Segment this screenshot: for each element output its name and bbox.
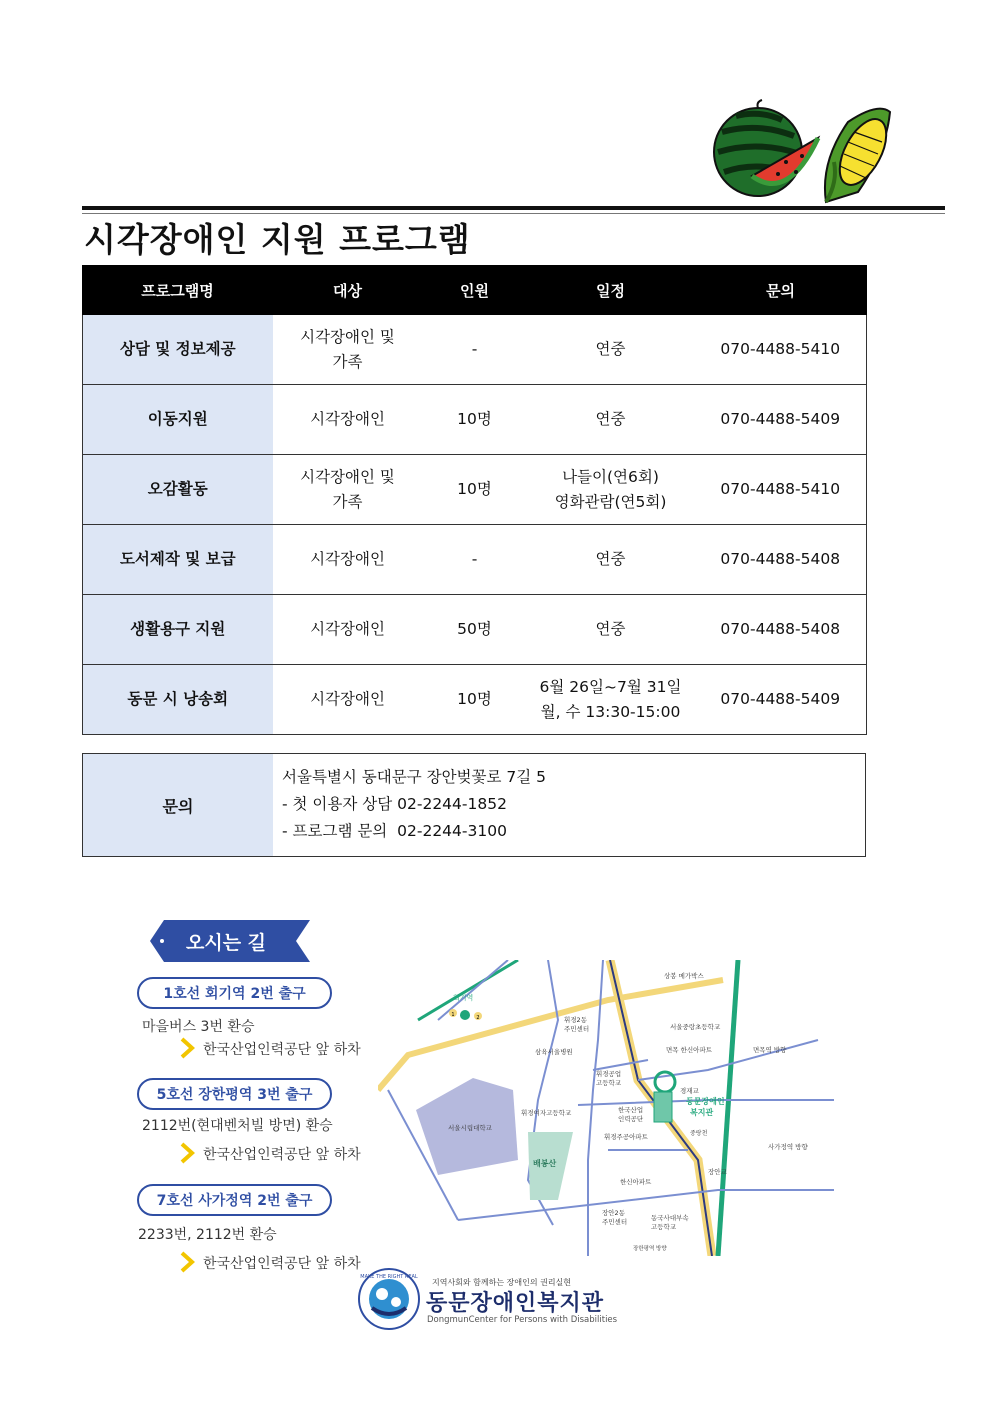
map-label-dongguk2: 고등학교 <box>651 1223 677 1231</box>
column-header: 일정 <box>527 266 695 315</box>
map-label-hrd: 한국산업 <box>618 1106 644 1114</box>
cell-name: 동문 시 낭송회 <box>83 665 273 735</box>
inquiry-body <box>273 754 546 856</box>
cell-target: 시각장애인 <box>273 525 423 595</box>
map-label-sangbong: 상봉 메가박스 <box>664 972 704 980</box>
map-label-university: 서울시립대학교 <box>448 1124 492 1132</box>
cell-schedule: 연중 <box>527 315 695 385</box>
cell-people: 50명 <box>423 595 527 665</box>
map-label-dongmun2: 복지관 <box>690 1108 714 1117</box>
cell-target: 시각장애인 <box>273 385 423 455</box>
table-row <box>83 595 867 665</box>
dongmun-logo-icon <box>358 1268 420 1330</box>
column-header: 문의 <box>695 266 867 315</box>
cell-contact: 070-4488-5408 <box>695 525 867 595</box>
cell-schedule: 연중 <box>527 525 695 595</box>
column-header: 대상 <box>273 266 423 315</box>
inquiry-address: 서울특별시 동대문구 장안벚꽃로 7길 5 <box>282 768 547 786</box>
cell-target: 시각장애인 <box>273 665 423 735</box>
map-label-dongmun: 동문장애인 <box>686 1097 725 1106</box>
cell-contact: 070-4488-5410 <box>695 315 867 385</box>
column-header: 인원 <box>423 266 527 315</box>
map-label-hospital: 삼육서울병원 <box>535 1048 573 1056</box>
chevron-right-icon <box>178 1251 196 1273</box>
table-row <box>83 385 867 455</box>
map-label-hanshin: 한신아파트 <box>620 1178 652 1186</box>
cell-name: 이동지원 <box>83 385 273 455</box>
inquiry-box <box>82 753 866 857</box>
chevron-right-icon <box>178 1142 196 1164</box>
map-label-jangan2b: 주민센터 <box>602 1218 628 1226</box>
cell-schedule: 6월 26일~7월 31일 월, 수 13:30-15:00 <box>527 665 695 735</box>
cell-name: 생활용구 지원 <box>83 595 273 665</box>
column-header: 프로그램명 <box>83 266 273 315</box>
table-row <box>83 315 867 385</box>
cell-name: 상담 및 정보제공 <box>83 315 273 385</box>
map-label-hrd2: 인력공단 <box>618 1115 644 1123</box>
map-label-dongguk: 동국사대부속 <box>651 1214 689 1222</box>
directions-heading: 오시는 길 <box>186 932 267 954</box>
route-transfer-1: 마을버스 3번 환승 <box>142 1019 255 1035</box>
map-label-hoegi: 회기역 <box>453 994 474 1002</box>
location-map <box>378 960 834 1256</box>
cell-target: 시각장애인 <box>273 595 423 665</box>
logo-ring-text: MAKE THE RIGHT REAL <box>360 1274 418 1280</box>
table-row <box>83 455 867 525</box>
route-stop-3: 한국산업인력공단 앞 하차 <box>203 1256 361 1272</box>
map-label-jangan2: 장안2동 <box>602 1209 625 1217</box>
cell-contact: 070-4488-5410 <box>695 455 867 525</box>
route-transfer-2: 2112번(현대벤처빌 방면) 환승 <box>142 1118 333 1134</box>
logo-english: DongmunCenter for Persons with Disabilities <box>427 1315 618 1325</box>
cell-contact: 070-4488-5409 <box>695 665 867 735</box>
corn-icon <box>825 109 896 202</box>
route-stop-2: 한국산업인력공단 앞 하차 <box>203 1147 361 1163</box>
map-label-bridge: 경재교 <box>680 1087 699 1095</box>
exit-1-label: 1 <box>451 1012 455 1018</box>
route-station-2: 5호선 장한평역 3번 출구 <box>137 1078 332 1110</box>
hoegi-station-marker <box>449 1009 482 1021</box>
chevron-right-icon <box>178 1037 196 1059</box>
cell-name: 도서제작 및 보급 <box>83 525 273 595</box>
route-transfer-3: 2233번, 2112번 환승 <box>138 1227 277 1243</box>
table-row <box>83 665 867 735</box>
exit-2-label: 2 <box>476 1015 480 1021</box>
map-label-apt2: 휘경주공아파트 <box>604 1133 648 1141</box>
map-label-mountain: 배봉산 <box>533 1159 557 1168</box>
inquiry-label: 문의 <box>83 754 273 856</box>
cell-contact: 070-4488-5409 <box>695 385 867 455</box>
cell-name: 오감활동 <box>83 455 273 525</box>
route-stop-1: 한국산업인력공단 앞 하차 <box>203 1042 361 1058</box>
map-label-girls-school: 휘경여자고등학교 <box>521 1109 572 1117</box>
cell-people: 10명 <box>423 455 527 525</box>
cell-schedule: 연중 <box>527 595 695 665</box>
cell-contact: 070-4488-5408 <box>695 595 867 665</box>
map-label-center: 주민센터 <box>564 1025 590 1033</box>
title-rule <box>82 206 945 210</box>
map-label-school: 서울중랑초등학교 <box>670 1023 721 1031</box>
page-title: 시각장애인 지원 프로그램 <box>84 220 471 259</box>
map-label-myeonmok-dir: 면목역 방향 <box>753 1046 787 1054</box>
cell-target: 시각장애인 및 가족 <box>273 455 423 525</box>
table-header-row <box>83 266 867 315</box>
cell-people: - <box>423 315 527 385</box>
map-label-sagajeong-dir: 사가정역 방향 <box>768 1143 808 1151</box>
cell-people: 10명 <box>423 385 527 455</box>
route-station-1: 1호선 회기역 2번 출구 <box>137 977 332 1009</box>
watermelon-corn-illustration <box>708 92 898 210</box>
cell-people: 10명 <box>423 665 527 735</box>
map-label-stream: 중랑천 <box>690 1130 708 1137</box>
map-label-hwigyeong2: 휘경2동 <box>564 1016 587 1024</box>
map-label-school2: 휘경공업 <box>596 1070 622 1078</box>
cell-schedule: 연중 <box>527 385 695 455</box>
cell-people: - <box>423 525 527 595</box>
inquiry-program: - 프로그램 문의 02-2244-3100 <box>282 822 507 840</box>
inquiry-first-visit: - 첫 이용자 상담 02-2244-1852 <box>282 795 507 813</box>
route-station-3: 7호선 사가정역 2번 출구 <box>137 1184 332 1216</box>
map-label-apt: 면목 한신아파트 <box>666 1046 713 1054</box>
table-row <box>83 525 867 595</box>
logo-slogan: 지역사회와 함께하는 장애인의 권리실현 <box>432 1278 572 1287</box>
program-table <box>82 265 867 735</box>
logo-name: 동문장애인복지관 <box>426 1291 605 1316</box>
map-label-jangan-bridge: 장안교 <box>708 1168 727 1176</box>
cell-target: 시각장애인 및 가족 <box>273 315 423 385</box>
dongmun-center-marker <box>654 1072 675 1122</box>
map-label-school2b: 고등학교 <box>596 1079 622 1087</box>
cell-schedule: 나들이(연6회) 영화관람(연5회) <box>527 455 695 525</box>
map-label-janghanpyeong-dir: 장한평역 방향 <box>633 1246 667 1252</box>
